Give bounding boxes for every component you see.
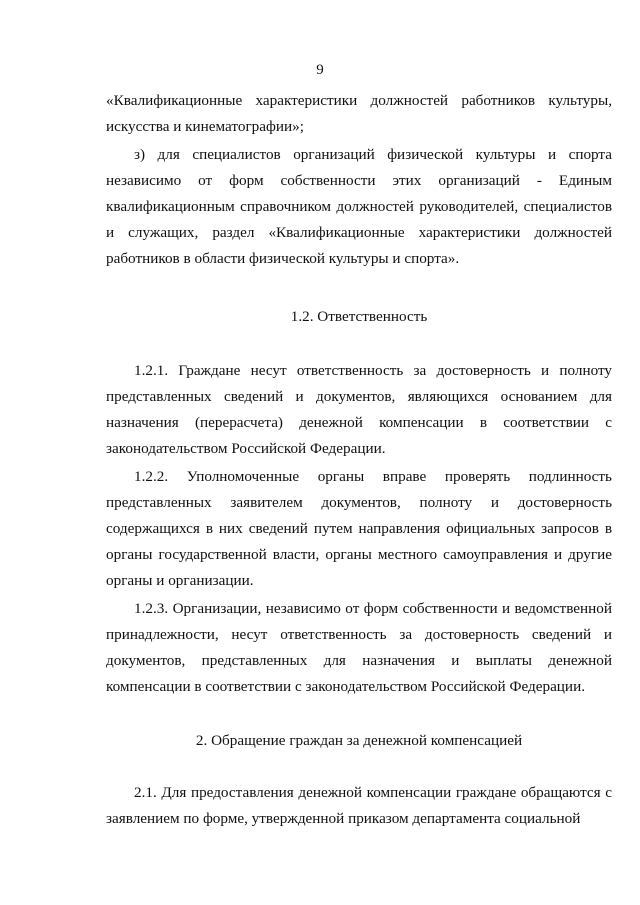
page-number: 9 [316, 62, 324, 78]
paragraph-1-2-2: 1.2.2. Уполномоченные органы вправе проверять подлинность представленных заявителем документов, полноту и достоверность содержащихся в них сведений путем направления официальных запросов в органы государственной власти, органы местного самоуправления и другие органы и организации. [106, 468, 612, 589]
paragraph-1-2-1: 1.2.1. Граждане несут ответственность за достоверность и полноту представленных сведений и документов, являющихся основанием для назначения (перерасчета) денежной компенсации в соответствии с законодательством Российской Федерации. [106, 362, 612, 457]
document-body [106, 88, 612, 832]
paragraph-culture-continuation: «Квалификационные характеристики должностей работников культуры, искусства и кинематографии»; [106, 92, 612, 135]
paragraph-sport-specialists: з) для специалистов организаций физической культуры и спорта независимо от форм собственности этих организаций - Единым квалификационным справочником должностей руководителей, специалистов и служащих, раздел «Квалификационные характеристики должностей работников в области физической культуры и спорта». [106, 146, 612, 267]
paragraph-1-2-3: 1.2.3. Организации, независимо от форм собственности и ведомственной принадлежности, несут ответственность за достоверность сведений и документов, представленных для назначения и выплаты денежной компенсации в соответствии с законодательством Российской Федерации. [106, 600, 612, 695]
section-heading-appeal: 2. Обращение граждан за денежной компенсацией [195, 732, 523, 749]
section-heading-responsibility: 1.2. Ответственность [290, 308, 428, 325]
paragraph-2-1: 2.1. Для предоставления денежной компенсации граждане обращаются с заявлением по форме, утвержденной приказом департамента социальной [106, 784, 612, 827]
